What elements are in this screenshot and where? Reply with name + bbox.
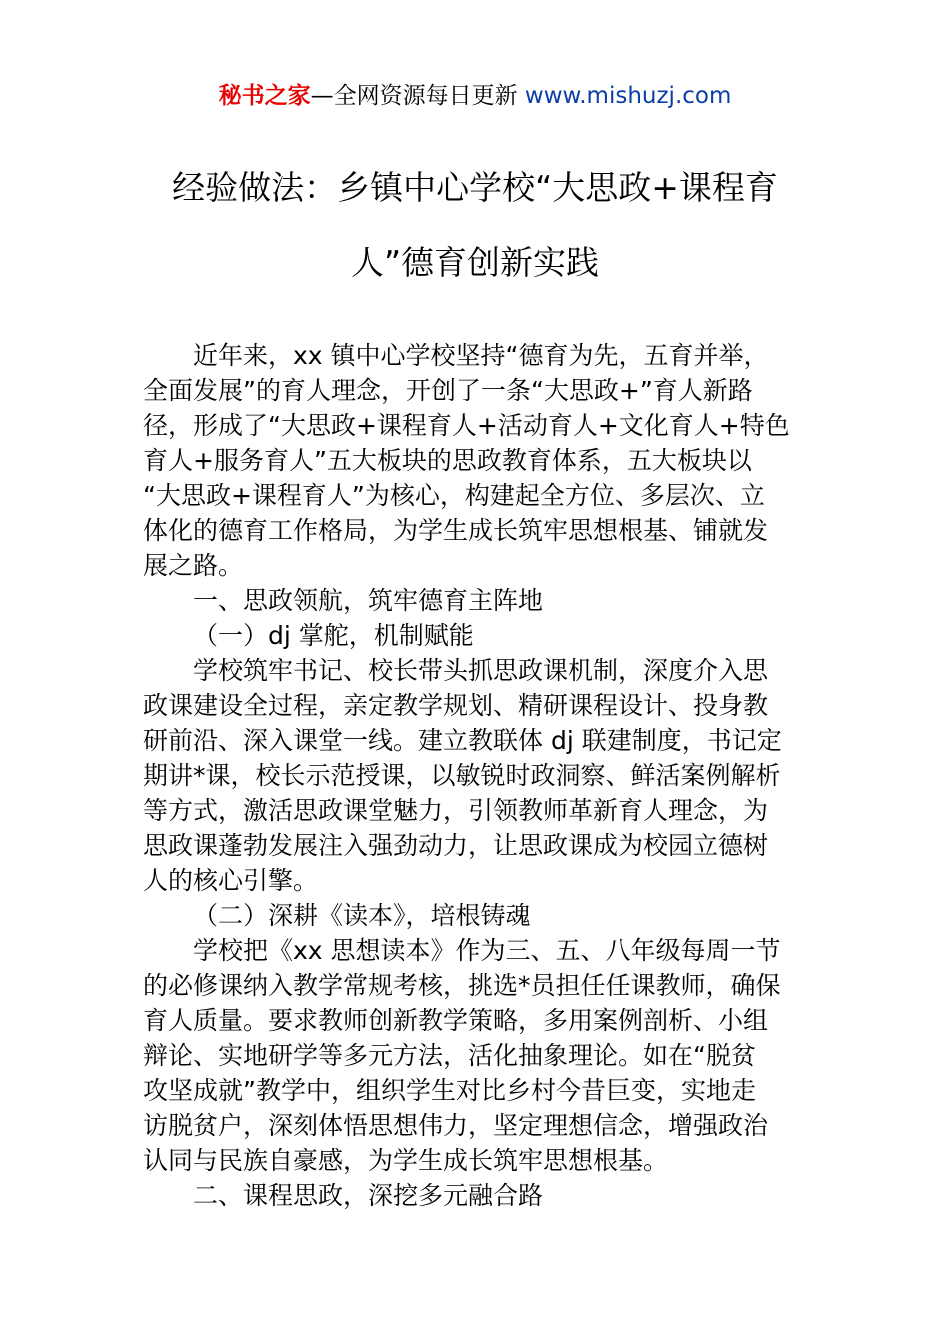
- paragraph-line: 攻坚成就”教学中，组织学生对比乡村今昔巨变，实地走: [143, 1076, 756, 1105]
- document-body: [143, 338, 807, 1213]
- paragraph-line: 政课建设全过程，亲定教学规划、精研课程设计、投身教: [143, 691, 769, 720]
- site-header: [0, 80, 950, 112]
- paragraph-line: 认同与民族自豪感，为学生成长筑牢思想根基。: [143, 1146, 669, 1175]
- paragraph-line: 访脱贫户，深刻体悟思想伟力，坚定理想信念，增强政治: [143, 1111, 769, 1140]
- site-brand: 秘书之家: [218, 83, 311, 109]
- document-title: [143, 150, 807, 300]
- paragraph-line: 体化的德育工作格局，为学生成长筑牢思想根基、铺就发: [143, 516, 769, 545]
- paragraph-line: 研前沿、深入课堂一线。建立教联体 dj 联建制度，书记定: [143, 726, 782, 755]
- paragraph-line: 等方式，激活思政课堂魅力，引领教师革新育人理念，为: [143, 796, 769, 825]
- site-url[interactable]: www.mishuzj.com: [524, 83, 732, 109]
- paragraph-line: 育人+服务育人”五大板块的思政教育体系，五大板块以: [143, 446, 752, 475]
- site-tagline: —全网资源每日更新: [310, 83, 525, 109]
- paragraph-line: 全面发展”的育人理念，开创了一条“大思政+”育人新路: [143, 376, 753, 405]
- title-line: 人”德育创新实践: [350, 243, 600, 282]
- paragraph-line: 思政课蓬勃发展注入强劲动力，让思政课成为校园立德树: [143, 831, 769, 860]
- paragraph-line: 辩论、实地研学等多元方法，活化抽象理论。如在“脱贫: [143, 1041, 756, 1070]
- subsection-heading: （一）dj 掌舵，机制赋能: [193, 621, 474, 650]
- subsection-heading: （二）深耕《读本》，培根铸魂: [193, 901, 531, 930]
- paragraph-line: 径，形成了“大思政+课程育人+活动育人+文化育人+特色: [143, 411, 790, 440]
- paragraph-line: 的必修课纳入教学常规考核，挑选*员担任任课教师，确保: [143, 971, 781, 1000]
- paragraph-line: 展之路。: [143, 551, 244, 580]
- title-line: 经验做法：乡镇中心学校“大思政+课程育: [172, 168, 778, 207]
- paragraph-line: 育人质量。要求教师创新教学策略，多用案例剖析、小组: [143, 1006, 769, 1035]
- paragraph-line: 人的核心引擎。: [143, 866, 319, 895]
- paragraph-line: “大思政+课程育人”为核心，构建起全方位、多层次、立: [143, 481, 765, 510]
- section-heading: 二、课程思政，深挖多元融合路: [193, 1181, 544, 1210]
- paragraph-line: 期讲*课，校长示范授课，以敏锐时政洞察、鲜活案例解析: [143, 761, 781, 790]
- paragraph-line: 近年来，xx 镇中心学校坚持“德育为先，五育并举，: [193, 341, 769, 370]
- paragraph-line: 学校筑牢书记、校长带头抓思政课机制，深度介入思: [193, 656, 769, 685]
- section-heading: 一、思政领航，筑牢德育主阵地: [193, 586, 544, 615]
- paragraph-line: 学校把《xx 思想读本》作为三、五、八年级每周一节: [193, 936, 781, 965]
